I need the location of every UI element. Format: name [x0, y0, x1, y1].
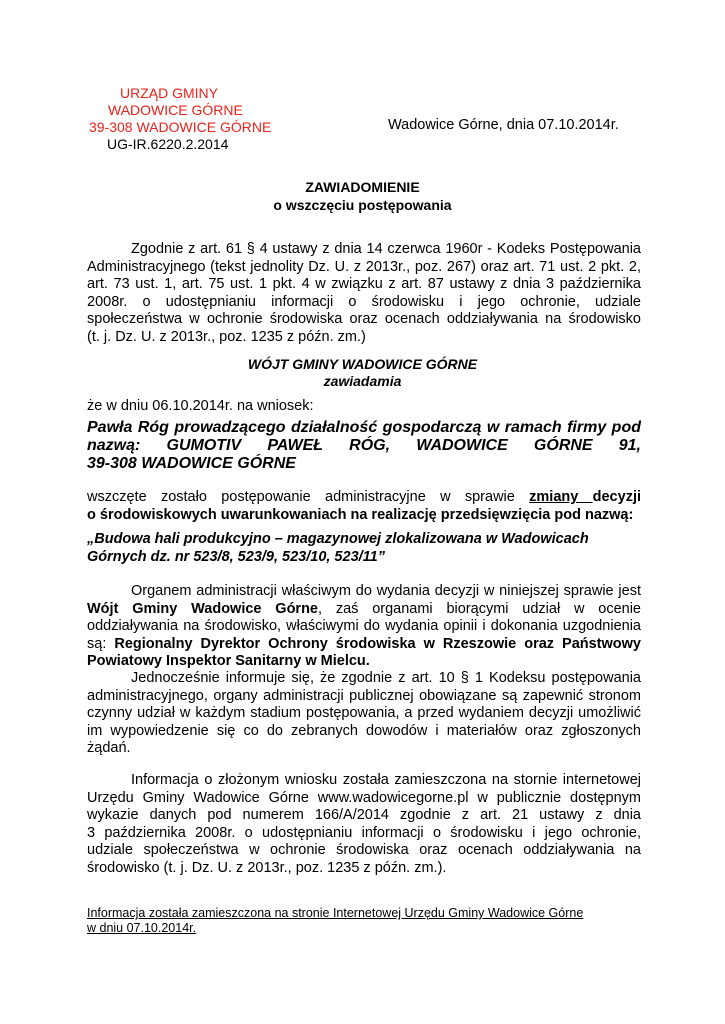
text-line: o środowiskowych uwarunkowaniach na realizację przedsięwzięcia pod nazwą: — [87, 506, 634, 523]
text-line: Urzędu Gminy Wadowice Górne www.wadowicegorne.pl w publicznie dostępnym — [87, 789, 641, 806]
participation-paragraph — [87, 670, 641, 758]
text-line: 39-308 WADOWICE GÓRNE — [87, 455, 296, 472]
text-line: Zgodnie z art. 61 § 4 ustawy z dnia 14 czerwca 1960r - Kodeks Postępowania — [131, 241, 641, 257]
text-line: Informacja o złożonym wniosku została zamieszczona na stornie internetowej — [131, 772, 641, 788]
document-title: ZAWIADOMIENIE — [305, 179, 420, 195]
place-date: Wadowice Górne, dnia 07.10.2014r. — [388, 117, 619, 133]
organs-text: , zaś organami biorącymi udział w ocenie — [318, 600, 641, 617]
cooperating-organs: Regionalny Dyrektor Ochrony środowiska w Rzeszowie oraz Państwowy — [114, 635, 641, 652]
text-line: środowisko (t. j. Dz. U. z 2013r., poz. 1235 z późn. zm.). — [87, 859, 447, 876]
office-municipality: WADOWICE GÓRNE — [108, 102, 243, 118]
text-line: wykazie danych pod numerem 166/A/2014 zgodnie z art. 21 ustawy z dnia — [87, 807, 641, 823]
proceeding-decision: decyzji — [592, 489, 641, 505]
text-line: żądań. — [87, 740, 131, 756]
text-line: Powiatowy Inspektor Sanitarny w Mielcu. — [87, 653, 370, 669]
text-line: Jednocześnie informuje się, że zgodnie z art. 10 § 1 Kodeksu postępowania — [131, 670, 641, 686]
organ-name: Wójt Gminy Wadowice Górne — [87, 600, 318, 617]
office-address: 39-308 WADOWICE GÓRNE — [89, 119, 272, 135]
text-line: art. 73 ust. 1, art. 75 ust. 1 pkt. 4 w związku z art. 87 ustawy z dnia 3 października — [87, 276, 641, 292]
text-line: 3 października 2008r. o udostępnianiu informacji o środowisku i jego ochronie, — [87, 824, 641, 841]
proceeding-change: zmiany — [529, 489, 593, 505]
legal-basis-paragraph — [87, 241, 641, 346]
text-line: „Budowa hali produkcyjno – magazynowej zlokalizowana w Wadowicach — [87, 531, 589, 547]
text-line: udziale społeczeństwa w ochronie środowiska oraz ocenach oddziaływania na — [87, 842, 641, 858]
publication-note — [87, 906, 641, 936]
document-subtitle: o wszczęciu postępowania — [273, 197, 452, 213]
case-number: UG-IR.6220.2.2014 — [107, 136, 229, 152]
text-line: administracyjnego, organy administracji publicznej obowiązane są zapewnić stronom — [87, 687, 641, 704]
text-line — [87, 601, 641, 619]
note-date: w dniu 07.10.2014r. — [87, 921, 197, 935]
organs-paragraph — [87, 583, 641, 671]
text-line: im wypowiedzenie się co do zebranych dowodów i materiałów oraz zgłoszonych — [87, 722, 641, 739]
note-line: Informacja została zamieszczona na stronie Internetowej Urzędu Gminy Wadowice Górne — [87, 906, 584, 920]
authority-action: zawiadamia — [323, 373, 402, 389]
text-line — [87, 489, 641, 507]
organs-prefix: są: — [87, 635, 115, 652]
text-line: 2008r. o udostępnianiu informacji o środowisku i jego ochronie, udziale — [87, 293, 641, 310]
proceeding-block — [87, 489, 641, 524]
proceeding-text: wszczęte zostało postępowanie administracyjne w sprawie — [87, 489, 530, 505]
text-line: społeczeństwa w ochronie środowiska oraz ocenach oddziaływania na środowisko — [87, 311, 641, 327]
text-line: nazwą: GUMOTIV PAWEŁ RÓG, WADOWICE GÓRNE 91, — [87, 437, 641, 454]
text-line: Administracyjnego (tekst jednolity Dz. U. z 2013r., poz. 267) oraz art. 71 ust. 2 pkt. 2, — [87, 258, 641, 275]
text-line — [87, 636, 641, 654]
text-line: że w dniu 06.10.2014r. na wniosek: — [87, 398, 314, 414]
text-line: Organem administracji właściwym do wydania decyzji w niniejszej sprawie jest — [131, 583, 641, 599]
text-line: oddziaływania na środowisko, właściwymi do wydania opinii i dokonania uzgodnienia — [87, 618, 641, 634]
office-name: URZĄD GMINY — [120, 85, 218, 101]
project-name — [87, 531, 641, 566]
applicant-block — [87, 419, 641, 473]
request-line — [87, 398, 641, 416]
publication-paragraph — [87, 772, 641, 877]
text-line: Pawła Róg prowadzącego działalność gospodarczą w ramach firmy pod — [87, 419, 641, 436]
authority-name: WÓJT GMINY WADOWICE GÓRNE — [247, 356, 478, 372]
text-line: (t. j. Dz. U. z 2013r., poz. 1235 z późn. zm.) — [87, 328, 366, 345]
text-line: czynny udział w każdym stadium postępowania, a przed wydaniem decyzji umożliwić — [87, 705, 641, 721]
text-line: Górnych dz. nr 523/8, 523/9, 523/10, 523/11” — [87, 548, 385, 565]
